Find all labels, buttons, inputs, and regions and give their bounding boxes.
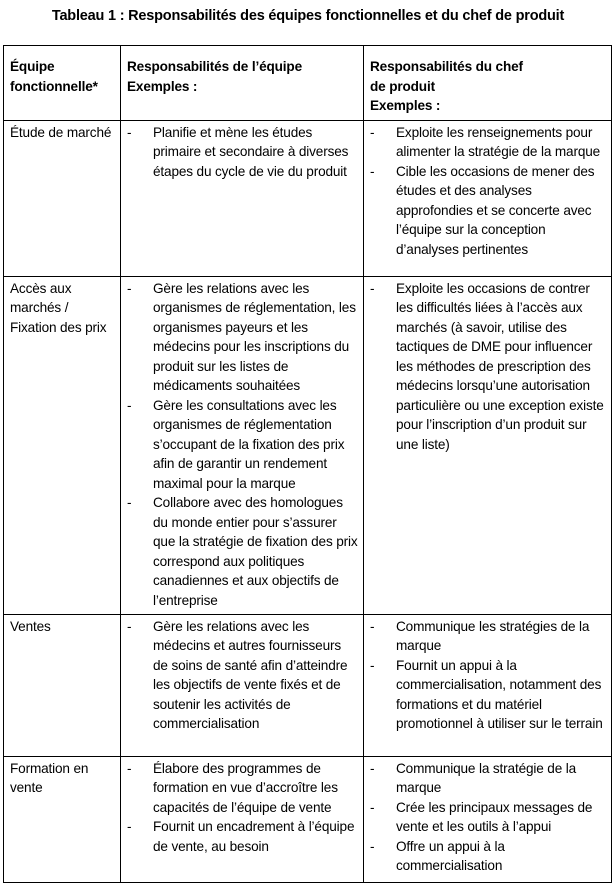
list-item-text: Communique la stratégie de la marque	[396, 760, 577, 795]
table-row	[4, 756, 612, 882]
bullet-dash: -	[370, 163, 375, 179]
list-item	[370, 162, 607, 260]
responsibility-list	[370, 123, 607, 260]
header-pm-responsibilities	[364, 46, 612, 121]
bullet-dash: -	[370, 280, 375, 296]
responsibility-list	[127, 123, 359, 182]
list-item-text: Fournit un appui à la commercialisation, notamment des formations et du matériel promotionnel à utiliser sur le terrain	[396, 657, 603, 731]
header-line: de produit	[370, 78, 435, 94]
team-responsibilities-cell	[121, 756, 364, 882]
responsibility-list	[127, 617, 359, 734]
team-responsibilities-cell	[121, 120, 364, 276]
pm-responsibilities-cell	[364, 120, 612, 276]
responsibility-list	[127, 759, 359, 857]
team-responsibilities-cell	[121, 276, 364, 614]
list-item-text: Fournit un encadrement à l’équipe de vente, au besoin	[153, 819, 355, 854]
list-item-text: Exploite les renseignements pour alimenter la stratégie de la marque	[396, 124, 601, 159]
bullet-dash: -	[127, 397, 132, 413]
table-header-row	[4, 46, 612, 121]
list-item	[370, 617, 607, 656]
functional-team-cell: Formation en vente	[4, 756, 121, 882]
header-line: Responsabilités de l’équipe	[127, 59, 302, 74]
table-row	[4, 614, 612, 756]
list-item	[127, 279, 359, 396]
header-line: fonctionnelle*	[10, 78, 98, 94]
functional-team-cell: Étude de marché	[4, 120, 121, 276]
list-item-text: Exploite les occasions de contrer les difficultés liées à l’accès aux marchés (à savoir, utilise des tactiques de DME pour influencer les méthodes de prescription des médecins lorsqu’une autorisation particulière ou une exception existe pour l’inscription d’un produit sur une liste)	[396, 280, 604, 452]
table-row	[4, 276, 612, 614]
header-line: Équipe	[10, 59, 55, 74]
bullet-dash: -	[370, 618, 375, 634]
list-item-text: Élabore des programmes de formation en vue d’accroître les capacités de l’équipe de vente	[153, 760, 338, 815]
responsibility-list	[370, 759, 607, 876]
list-item	[370, 759, 607, 798]
header-line: Responsabilités du chef	[370, 59, 523, 74]
list-item	[127, 759, 359, 818]
list-item-text: Gère les relations avec les organismes de réglementation, les organismes payeurs et les médecins pour les inscriptions du produit sur les listes de médicaments souhaitées	[153, 280, 356, 393]
list-item-text: Collabore avec des homologues du monde entier pour s’assurer que la stratégie de fixation des prix correspond aux politiques canadiennes et aux objectifs de l’entreprise	[153, 495, 358, 608]
bullet-dash: -	[127, 124, 132, 140]
bullet-dash: -	[370, 657, 375, 673]
header-line: Exemples :	[370, 98, 441, 113]
bullet-dash: -	[127, 495, 132, 510]
list-item-text: Cible les occasions de mener des études et des analyses approfondies et se concerte avec l’équipe sur la conception d’analyses pertinentes	[396, 163, 595, 257]
list-item	[127, 617, 359, 734]
list-item	[127, 493, 359, 610]
page-title: Tableau 1 : Responsabilités des équipes fonctionnelles et du chef de produit	[51, 8, 565, 24]
list-item	[370, 279, 607, 455]
responsibility-list	[370, 279, 607, 455]
header-functional-team	[4, 46, 121, 121]
list-item	[370, 123, 607, 162]
responsibility-list	[127, 279, 359, 611]
header-line: Exemples :	[127, 78, 198, 94]
bullet-dash: -	[370, 760, 375, 776]
list-item	[370, 656, 607, 734]
list-item-text: Offre un appui à la commercialisation	[396, 838, 505, 873]
bullet-dash: -	[370, 124, 375, 140]
pm-responsibilities-cell	[364, 614, 612, 756]
bullet-dash: -	[127, 760, 132, 776]
list-item	[370, 837, 607, 876]
header-team-responsibilities	[121, 46, 364, 121]
bullet-dash: -	[127, 618, 132, 634]
list-item-text: Crée les principaux messages de vente et les outils à l’appui	[396, 799, 593, 834]
list-item	[127, 817, 359, 856]
bullet-dash: -	[127, 819, 132, 834]
list-item-text: Communique les stratégies de la marque	[396, 618, 590, 653]
list-item	[370, 798, 607, 837]
list-item-text: Gère les consultations avec les organismes de réglementation s’occupant de la fixation des prix afin de garantir un rendement maximal pour la marque	[153, 397, 345, 491]
bullet-dash: -	[127, 280, 132, 296]
team-responsibilities-cell	[121, 614, 364, 756]
bullet-dash: -	[370, 799, 375, 815]
list-item	[127, 123, 359, 182]
functional-team-cell: Accès aux marchés / Fixation des prix	[4, 276, 121, 614]
responsibilities-table	[3, 45, 612, 883]
responsibility-list	[370, 617, 607, 734]
list-item-text: Planifie et mène les études primaire et secondaire à diverses étapes du cycle de vie du produit	[153, 124, 349, 179]
functional-team-cell: Ventes	[4, 614, 121, 756]
list-item	[127, 396, 359, 494]
table-row	[4, 120, 612, 276]
list-item-text: Gère les relations avec les médecins et autres fournisseurs de soins de santé afin d’atteindre les objectifs de vente fixés et de soutenir les activités de commercialisation	[153, 618, 348, 731]
pm-responsibilities-cell	[364, 276, 612, 614]
pm-responsibilities-cell	[364, 756, 612, 882]
bullet-dash: -	[370, 838, 375, 854]
